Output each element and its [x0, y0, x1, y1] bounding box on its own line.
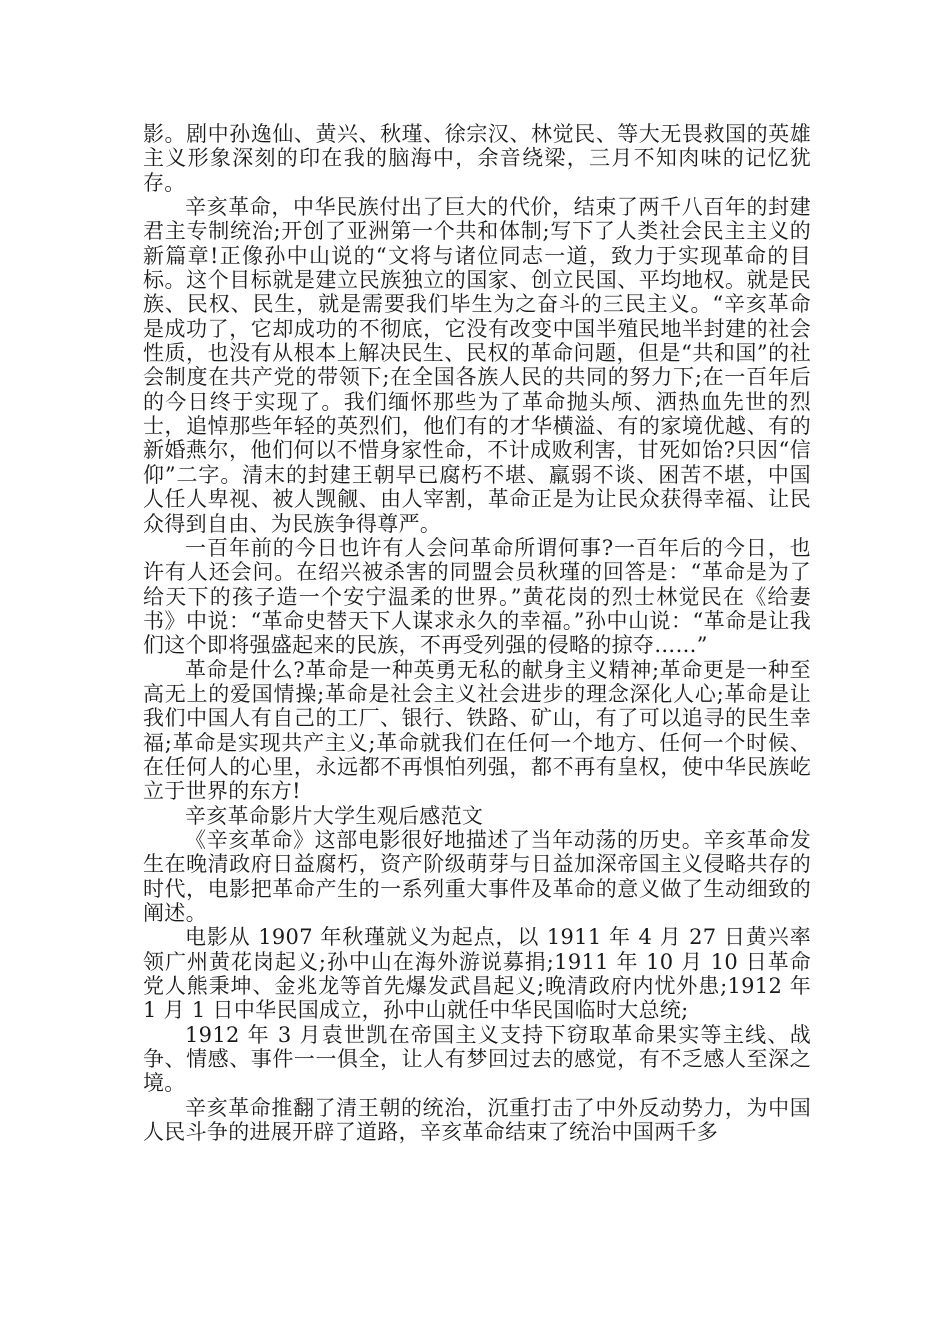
paragraph: 一百年前的今日也许有人会问革命所谓何事?一百年后的今日，也许有人还会问。在绍兴被杀害的同盟会员秋瑾的回答是：“革命是为了给天下的孩子造一个安宁温柔的世界。”黄花岗的烈士林觉民在《给妻书》中说：“革命史替天下人谋求永久的幸福。”孙中山说：“革命是让我们这个即将强盛起来的民族，不再受列强的侵略的掠夺……” — [143, 535, 811, 658]
paragraph: 辛亥革命，中华民族付出了巨大的代价，结束了两千八百年的封建君主专制统治;开创了亚洲第一个共和体制;写下了人类社会民主主义的新篇章!正像孙中山说的“文将与诸位同志一道，致力于实现革命的目标。这个目标就是建立民族独立的国家、创立民国、平均地权。就是民族、民权、民生，就是需要我们毕生为之奋斗的三民主义。“辛亥革命是成功了，它却成功的不彻底，它没有改变中国半殖民地半封建的社会性质，也没有从根本上解决民生、民权的革命问题，但是“共和国”的社会制度在共产党的带领下;在全国各族人民的共同的努力下;在一百年后的今日终于实现了。我们缅怀那些为了革命抛头颅、洒热血先世的烈士，追悼那些年轻的英烈们，他们有的才华横溢、有的家境优越、有的新婚燕尔，他们何以不惜身家性命，不计成败利害，甘死如饴?只因“信仰”二字。清末的封建王朝早已腐朽不堪、羸弱不谈、困苦不堪，中国人任人卑视、被人觊觎、由人宰割，革命正是为让民众获得幸福、让民众得到自由、为民族争得尊严。 — [143, 195, 811, 536]
paragraph: 影。剧中孙逸仙、黄兴、秋瑾、徐宗汉、林觉民、等大无畏救国的英雄主义形象深刻的印在我的脑海中，余音绕梁，三月不知肉味的记忆犹存。 — [143, 122, 811, 195]
paragraph: 辛亥革命推翻了清王朝的统治，沉重打击了中外反动势力，为中国人民斗争的进展开辟了道路，辛亥革命结束了统治中国两千多 — [143, 1095, 811, 1145]
paragraph: 电影从 1907 年秋瑾就义为起点，以 1911 年 4 月 27 日黄兴率领广州黄花岗起义;孙中山在海外游说募捐;1911 年 10 月 10 日革命党人熊秉坤、金兆龙等首先爆发武昌起义;晚清政府内忧外患;1912 年 1 月 1 日中华民国成立，孙中山就任中华民国临时大总统; — [143, 925, 811, 1023]
paragraph: 《辛亥革命》这部电影很好地描述了当年动荡的历史。辛亥革命发生在晚清政府日益腐朽，资产阶级萌芽与日益加深帝国主义侵略共存的时代，电影把革命产生的一系列重大事件及革命的意义做了生动细致的阐述。 — [143, 827, 811, 925]
section-title: 辛亥革命影片大学生观后感范文 — [185, 803, 484, 828]
document-body — [143, 122, 811, 1144]
paragraph: 1912 年 3 月袁世凯在帝国主义支持下窃取革命果实等主线、战争、情感、事件一一俱全，让人有梦回过去的感觉，有不乏感人至深之境。 — [143, 1022, 811, 1096]
paragraph: 革命是什么?革命是一种英勇无私的献身主义精神;革命更是一种至高无上的爱国情操;革命是社会主义社会进步的理念深化人心;革命是让我们中国人有自己的工厂、银行、铁路、矿山，有了可以追寻的民生幸福;革命是实现共产主义;革命就我们在任何一个地方、任何一个时候、在任何人的心里，永远都不再惧怕列强，都不再有皇权，使中华民族屹立于世界的东方! — [143, 657, 811, 804]
